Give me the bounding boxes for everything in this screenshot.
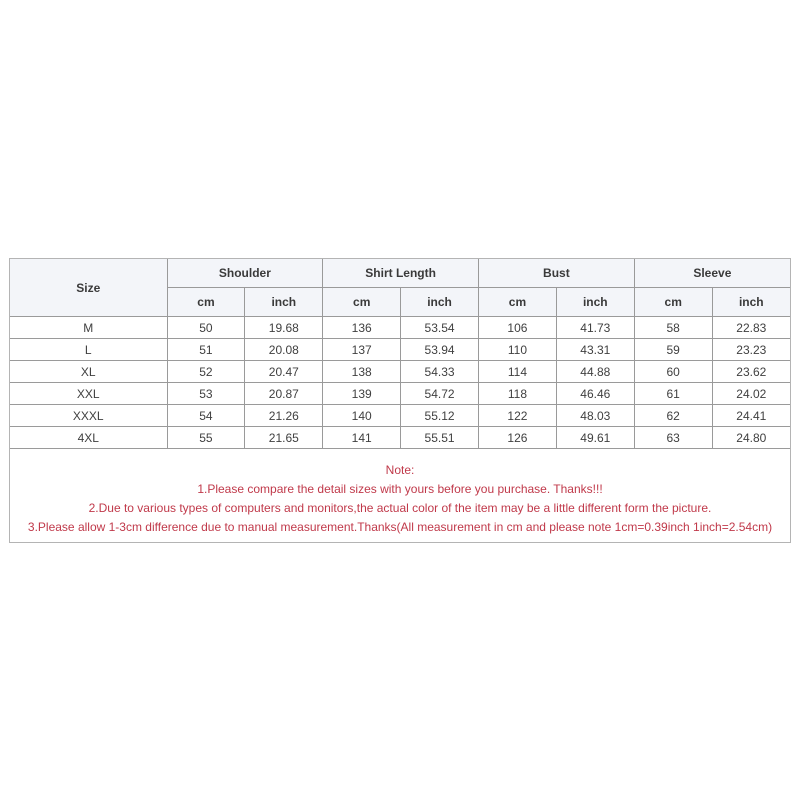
value-cell: 126 <box>479 427 557 449</box>
shirt-length-header: Shirt Length <box>323 259 479 288</box>
value-cell: 53.94 <box>401 339 479 361</box>
sleeve-header: Sleeve <box>634 259 790 288</box>
value-cell: 138 <box>323 361 401 383</box>
size-table <box>10 259 790 449</box>
value-cell: 23.62 <box>712 361 790 383</box>
table-row <box>10 427 790 449</box>
note-line: 1.Please compare the detail sizes with yours before you purchase. Thanks!!! <box>197 482 603 496</box>
unit-header: inch <box>712 288 790 317</box>
unit-header: cm <box>323 288 401 317</box>
table-row <box>10 361 790 383</box>
size-chart <box>9 258 791 543</box>
value-cell: 61 <box>634 383 712 405</box>
value-cell: 24.80 <box>712 427 790 449</box>
value-cell: 44.88 <box>556 361 634 383</box>
note-title: Note: <box>385 463 415 477</box>
value-cell: 20.08 <box>245 339 323 361</box>
size-cell: XXXL <box>10 405 167 427</box>
note-line: 3.Please allow 1-3cm difference due to manual measurement.Thanks(All measurement in cm and please note 1cm=0.39inch 1inch=2.54cm) <box>27 520 773 534</box>
table-row <box>10 317 790 339</box>
value-cell: 46.46 <box>556 383 634 405</box>
unit-header: inch <box>245 288 323 317</box>
size-cell: 4XL <box>10 427 167 449</box>
value-cell: 136 <box>323 317 401 339</box>
value-cell: 59 <box>634 339 712 361</box>
value-cell: 60 <box>634 361 712 383</box>
value-cell: 53.54 <box>401 317 479 339</box>
value-cell: 49.61 <box>556 427 634 449</box>
shoulder-header: Shoulder <box>167 259 323 288</box>
unit-header: inch <box>401 288 479 317</box>
bust-header: Bust <box>479 259 635 288</box>
value-cell: 19.68 <box>245 317 323 339</box>
size-cell: L <box>10 339 167 361</box>
value-cell: 141 <box>323 427 401 449</box>
unit-header: cm <box>479 288 557 317</box>
value-cell: 20.47 <box>245 361 323 383</box>
value-cell: 51 <box>167 339 245 361</box>
unit-header: cm <box>634 288 712 317</box>
value-cell: 23.23 <box>712 339 790 361</box>
size-cell: XL <box>10 361 167 383</box>
value-cell: 54 <box>167 405 245 427</box>
value-cell: 118 <box>479 383 557 405</box>
value-cell: 54.33 <box>401 361 479 383</box>
size-cell: XXL <box>10 383 167 405</box>
value-cell: 55.12 <box>401 405 479 427</box>
value-cell: 53 <box>167 383 245 405</box>
value-cell: 48.03 <box>556 405 634 427</box>
unit-header: cm <box>167 288 245 317</box>
value-cell: 110 <box>479 339 557 361</box>
value-cell: 50 <box>167 317 245 339</box>
unit-header: inch <box>556 288 634 317</box>
value-cell: 140 <box>323 405 401 427</box>
value-cell: 137 <box>323 339 401 361</box>
value-cell: 139 <box>323 383 401 405</box>
value-cell: 41.73 <box>556 317 634 339</box>
value-cell: 21.65 <box>245 427 323 449</box>
value-cell: 106 <box>479 317 557 339</box>
value-cell: 114 <box>479 361 557 383</box>
table-row <box>10 339 790 361</box>
value-cell: 21.26 <box>245 405 323 427</box>
note-line: 2.Due to various types of computers and monitors,the actual color of the item may be a little different form the picture. <box>88 501 712 515</box>
value-cell: 55.51 <box>401 427 479 449</box>
size-cell: M <box>10 317 167 339</box>
value-cell: 43.31 <box>556 339 634 361</box>
value-cell: 24.41 <box>712 405 790 427</box>
value-cell: 20.87 <box>245 383 323 405</box>
value-cell: 24.02 <box>712 383 790 405</box>
value-cell: 52 <box>167 361 245 383</box>
value-cell: 58 <box>634 317 712 339</box>
value-cell: 63 <box>634 427 712 449</box>
value-cell: 55 <box>167 427 245 449</box>
notes <box>10 449 790 537</box>
table-row <box>10 383 790 405</box>
table-row <box>10 405 790 427</box>
value-cell: 122 <box>479 405 557 427</box>
value-cell: 22.83 <box>712 317 790 339</box>
size-header: Size <box>10 259 167 317</box>
value-cell: 54.72 <box>401 383 479 405</box>
value-cell: 62 <box>634 405 712 427</box>
